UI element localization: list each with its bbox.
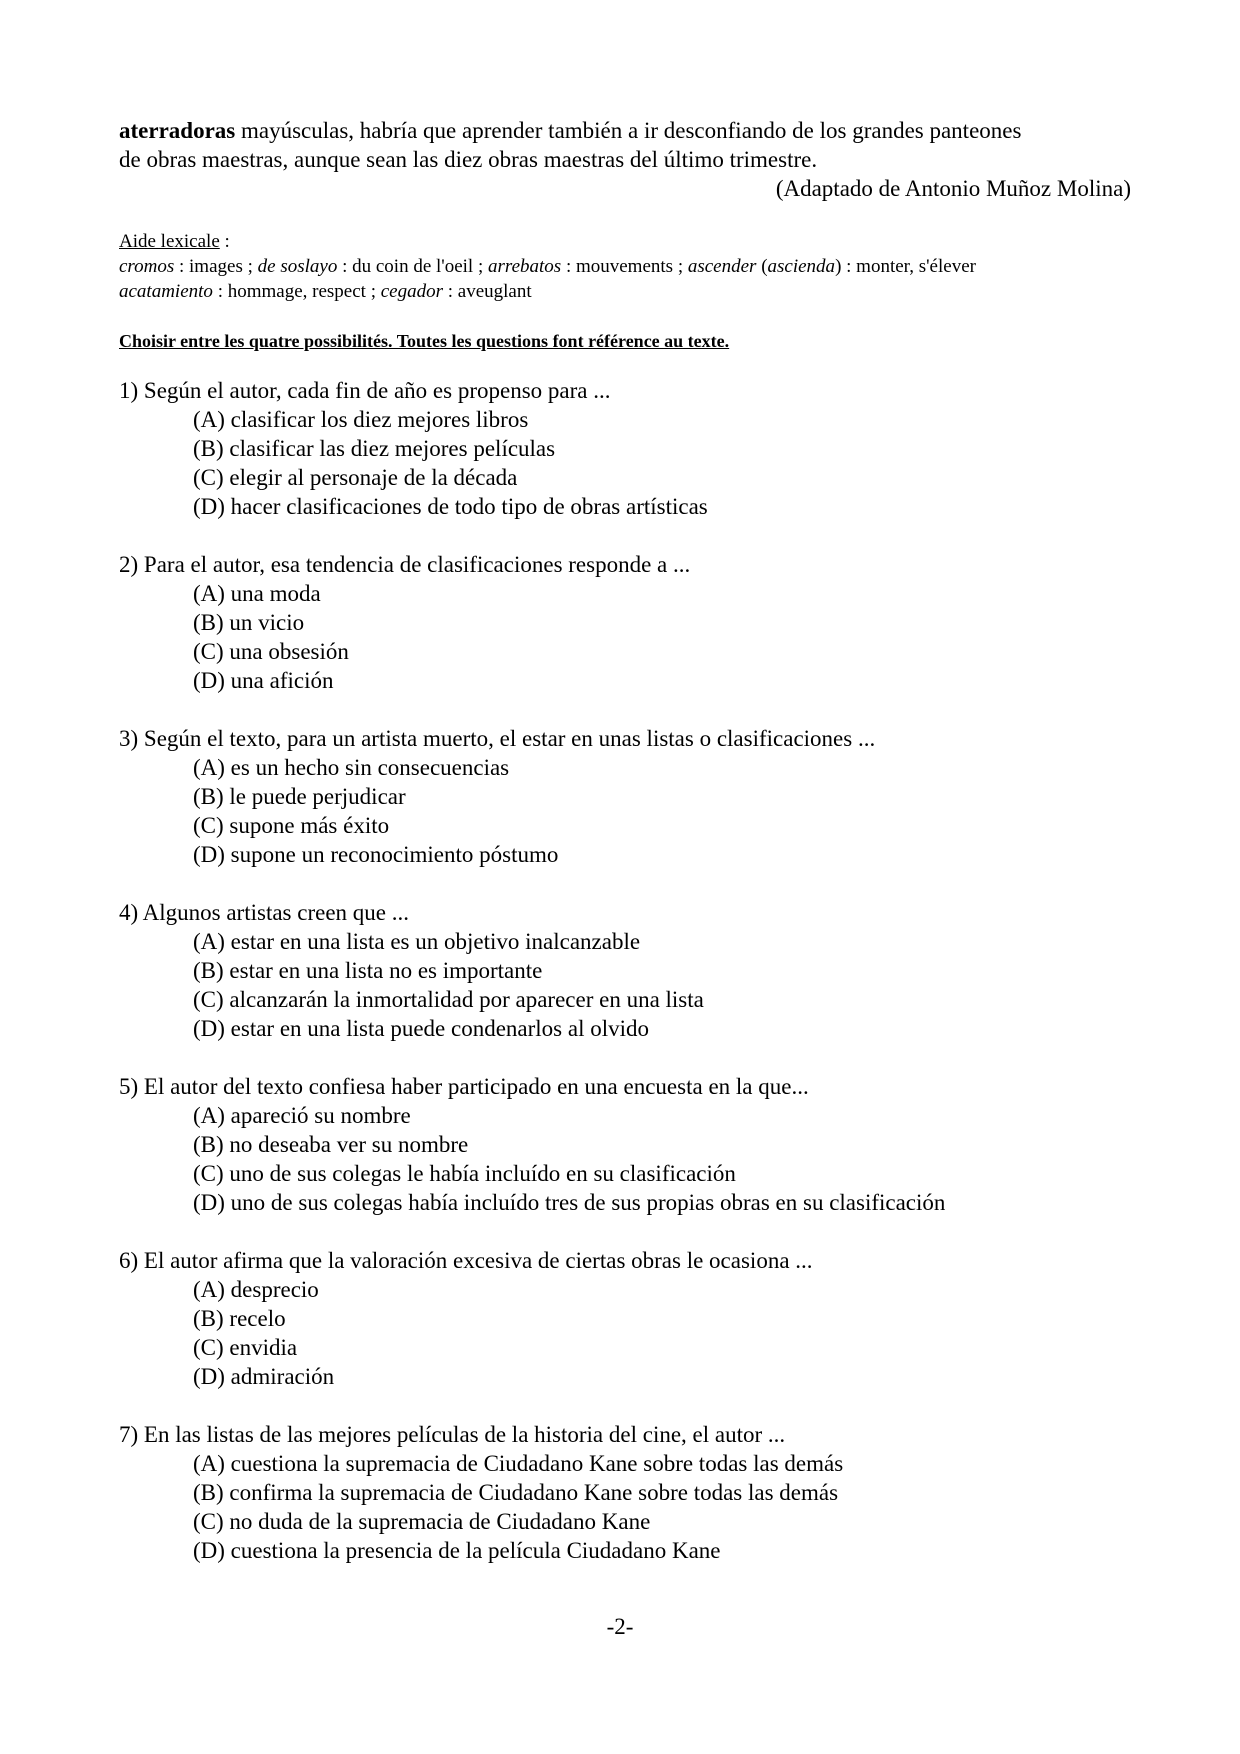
question-text: 6) El autor afirma que la valoración excesiva de ciertas obras le ocasiona ... — [119, 1248, 813, 1273]
answer-option-d: (D) una afición — [193, 668, 334, 693]
lexicon-title-colon: : — [219, 231, 230, 252]
question-text: 1) Según el autor, cada fin de año es propenso para ... — [119, 378, 611, 403]
lexicon-term: arrebatos — [487, 256, 562, 277]
question-text: 7) En las listas de las mejores películas de la historia del cine, el autor ... — [119, 1422, 786, 1447]
answer-option-b: (B) estar en una lista no es importante — [193, 958, 543, 983]
instructions-heading: Choisir entre les quatre possibilités. Toutes les questions font référence au texte. — [119, 331, 730, 351]
question-7 — [119, 1420, 1131, 1565]
answer-option-d: (D) supone un reconocimiento póstumo — [193, 842, 559, 867]
answer-option-b: (B) le puede perjudicar — [193, 784, 406, 809]
question-text: 2) Para el autor, esa tendencia de clasificaciones responde a ... — [119, 552, 691, 577]
source-attribution: (Adaptado de Antonio Muñoz Molina) — [775, 176, 1131, 201]
answer-option-a: (A) cuestiona la supremacia de Ciudadano Kane sobre todas las demás — [193, 1451, 844, 1476]
page-number: -2- — [606, 1614, 634, 1639]
lexicon-term: de soslayo — [257, 256, 338, 277]
lexicon-term: cegador — [380, 281, 443, 302]
lexicon-term: acatamiento — [119, 281, 213, 302]
intro-bold-word: aterradoras — [119, 118, 236, 143]
lexicon-definition: : mouvements ; — [561, 256, 688, 277]
question-5 — [119, 1072, 1131, 1217]
intro-line-1-rest: mayúsculas, habría que aprender también a ir desconfiando de los grandes panteones — [235, 118, 1022, 143]
answer-option-c: (C) envidia — [193, 1335, 298, 1360]
answer-option-b: (B) clasificar las diez mejores películas — [193, 436, 556, 461]
answer-option-a: (A) estar en una lista es un objetivo inalcanzable — [193, 929, 641, 954]
answer-option-b: (B) no deseaba ver su nombre — [193, 1132, 469, 1157]
question-3 — [119, 724, 1131, 869]
answer-option-c: (C) uno de sus colegas le había incluído en su clasificación — [193, 1161, 736, 1186]
answer-option-d: (D) hacer clasificaciones de todo tipo de obras artísticas — [193, 494, 708, 519]
lexicon-term: cromos — [119, 256, 175, 277]
questions-list — [119, 376, 1131, 1565]
lexicon-term: ascender — [687, 256, 757, 277]
answer-option-c: (C) una obsesión — [193, 639, 349, 664]
lexicon-definition: : images ; — [174, 256, 258, 277]
answer-option-c: (C) supone más éxito — [193, 813, 390, 838]
answer-option-c: (C) elegir al personaje de la década — [193, 465, 518, 490]
question-2 — [119, 550, 1131, 695]
question-4 — [119, 898, 1131, 1043]
question-text: 4) Algunos artistas creen que ... — [119, 900, 409, 925]
lexicon-line-2 — [119, 279, 1131, 304]
question-1 — [119, 376, 1131, 521]
answer-option-b: (B) confirma la supremacia de Ciudadano Kane sobre todas las demás — [193, 1480, 839, 1505]
question-6 — [119, 1246, 1131, 1391]
answer-option-a: (A) clasificar los diez mejores libros — [193, 407, 529, 432]
answer-option-c: (C) alcanzarán la inmortalidad por aparecer en una lista — [193, 987, 704, 1012]
answer-option-d: (D) admiración — [193, 1364, 335, 1389]
lexicon-definition: ) : monter, s'élever — [835, 256, 976, 277]
intro-line-2: de obras maestras, aunque sean las diez obras maestras del último trimestre. — [119, 147, 818, 172]
lexicon-box — [119, 229, 1131, 304]
lexicon-definition: : aveuglant — [442, 281, 532, 302]
intro-line-1 — [119, 116, 1131, 145]
lexicon-title: Aide lexicale — [119, 231, 220, 252]
answer-option-b: (B) recelo — [193, 1306, 286, 1331]
lexicon-definition: : hommage, respect ; — [212, 281, 381, 302]
intro-paragraph — [119, 116, 1131, 174]
document-page — [119, 116, 1131, 1594]
answer-option-d: (D) uno de sus colegas había incluído tres de sus propias obras en su clasificación — [193, 1190, 946, 1215]
lexicon-term: ascienda — [767, 256, 836, 277]
answer-option-a: (A) apareció su nombre — [193, 1103, 411, 1128]
lexicon-heading — [119, 229, 1131, 254]
answer-option-a: (A) desprecio — [193, 1277, 319, 1302]
question-text: 3) Según el texto, para un artista muerto, el estar en unas listas o clasificaciones ... — [119, 726, 876, 751]
answer-option-a: (A) es un hecho sin consecuencias — [193, 755, 510, 780]
answer-option-c: (C) no duda de la supremacia de Ciudadano Kane — [193, 1509, 651, 1534]
lexicon-definition: : du coin de l'oeil ; — [337, 256, 488, 277]
answer-option-a: (A) una moda — [193, 581, 321, 606]
lexicon-line-1 — [119, 254, 1131, 279]
lexicon-definition: ( — [756, 256, 768, 277]
answer-option-d: (D) cuestiona la presencia de la película Ciudadano Kane — [193, 1538, 721, 1563]
answer-option-d: (D) estar en una lista puede condenarlos al olvido — [193, 1016, 650, 1041]
answer-option-b: (B) un vicio — [193, 610, 305, 635]
question-text: 5) El autor del texto confiesa haber participado en una encuesta en la que... — [119, 1074, 809, 1099]
